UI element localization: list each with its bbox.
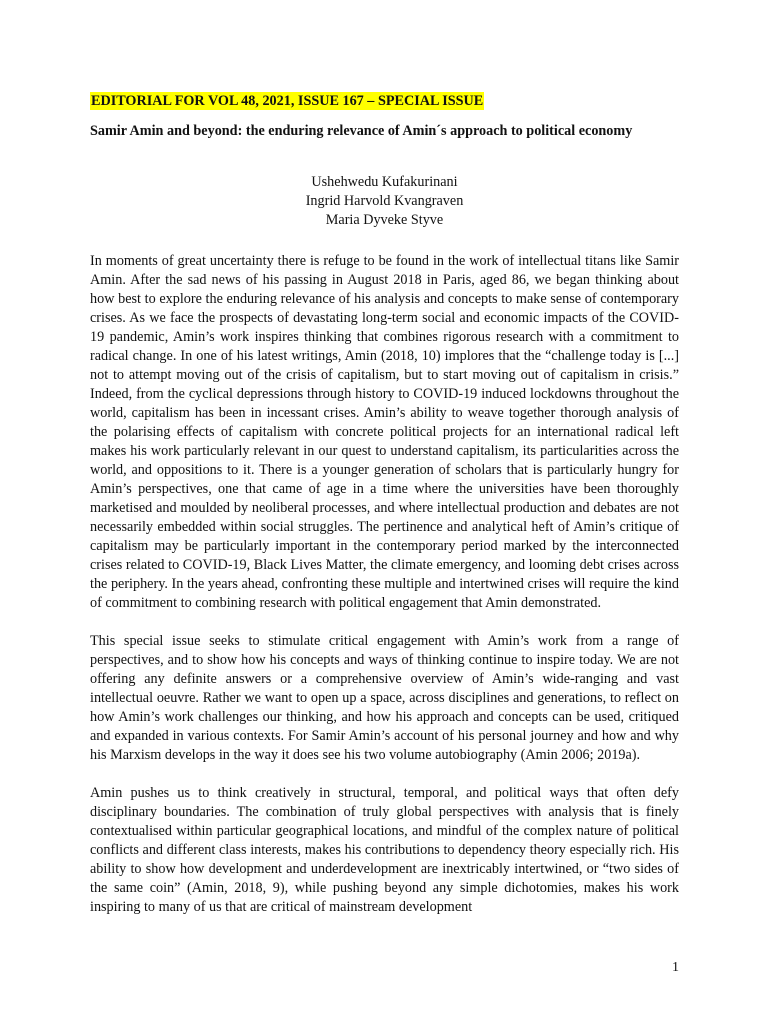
- author-list: [90, 173, 679, 230]
- editorial-issue-label: EDITORIAL FOR VOL 48, 2021, ISSUE 167 – SPECIAL ISSUE: [91, 93, 484, 109]
- editorial-header: [90, 92, 679, 110]
- page-number: 1: [672, 960, 679, 975]
- author-name: Ushehwedu Kufakurinani: [311, 174, 458, 190]
- article-title: Samir Amin and beyond: the enduring relevance of Amin´s approach to political economy: [90, 123, 633, 139]
- document-page: [90, 92, 679, 917]
- author-name: Maria Dyveke Styve: [325, 212, 444, 228]
- body-paragraph-1: In moments of great uncertainty there is refuge to be found in the work of intellectual titans like Samir Amin. After the sad news of his passing in August 2018 in Paris, aged 86, we began thinking about how best to explore the enduring relevance of his analysis and concepts to make sense of contemporary crises. As we face the prospects of devastating long-term social and economic impacts of the COVID-19 pandemic, Amin’s work inspires thinking that combines rigorous research with a commitment to radical change. In one of his latest writings, Amin (2018, 10) implores that the “challenge today is [...] not to attempt moving out of the crisis of capitalism, but to start moving out of capitalism in crisis.” Indeed, from the cyclical depressions through history to COVID-19 induced lockdowns throughout the world, capitalism has been in incessant crises. Amin’s ability to weave together thorough analysis of the polarising effects of capitalism with concrete political projects for an international radical left makes his work particularly relevant in our quest to understand capitalism, its particularities across the world, and oppositions to it. There is a younger generation of scholars that is particularly hungry for Amin’s perspectives, one that came of age in a time where the universities have been thoroughly marketised and moulded by neoliberal processes, and where intellectual production and debates are not necessarily embedded within social struggles. The pertinence and analytical heft of Amin’s critique of capitalism may be particularly important in the contemporary period marked by the interconnected crises related to COVID-19, Black Lives Matter, the climate emergency, and looming debt crises across the periphery. In the years ahead, confronting these multiple and intertwined crises will require the kind of commitment to combining research with political engagement that Amin demonstrated.: [90, 253, 679, 611]
- body-paragraph-2: This special issue seeks to stimulate critical engagement with Amin’s work from a range of perspectives, and to show how his concepts and ways of thinking continue to inspire today. We are not offering any definite answers or a comprehensive overview of Amin’s wide-ranging and vast intellectual oeuvre. Rather we want to open up a space, across disciplines and generations, to reflect on how Amin’s work challenges our thinking, and how his approach and concepts can be used, critiqued and expanded in various contexts. For Samir Amin’s account of his personal journey and how and why his Marxism develops in the way it does see his two volume autobiography (Amin 2006; 2019a).: [90, 633, 679, 763]
- body-paragraph-3: Amin pushes us to think creatively in structural, temporal, and political ways that often defy disciplinary boundaries. The combination of truly global perspectives with analysis that is finely contextualised within particular geographical locations, and mindful of the complex nature of political conflicts and different class interests, makes his contributions to dependency theory especially rich. His ability to show how development and underdevelopment are inextricably intertwined, or “two sides of the same coin” (Amin, 2018, 9), while pushing beyond any simple dichotomies, makes his work inspiring to many of us that are critical of mainstream development: [90, 785, 679, 915]
- author-name: Ingrid Harvold Kvangraven: [305, 193, 464, 209]
